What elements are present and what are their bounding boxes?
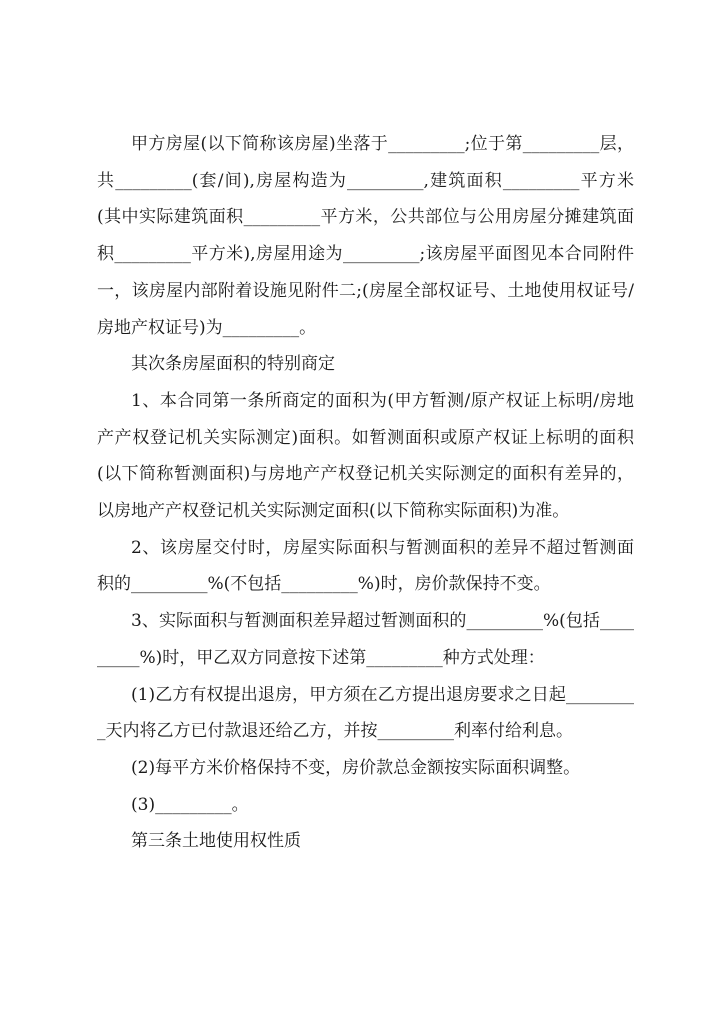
paragraph-option-2: (2)每平方米价格保持不变，房价款总金额按实际面积调整。 [131,757,581,778]
paragraph-property-location: 甲方房屋(以下简称该房屋)坐落于_________;位于第_________层，共_________(套/间),房屋构造为_________,建筑面积_________平方米(其中实际建筑面积_________平方米，公共部位与公用房屋分摊建筑面积_________平方米),房屋用途为_________;该房屋平面图见本合同附件一，该房屋内部附着设施见附件二;(房屋全部权证号、土地使用权证号/房地产权证号)为_________。 [97,134,634,338]
paragraph-clause-2: 2、该房屋交付时，房屋实际面积与暂测面积的差异不超过暂测面积的_________%(不包括_________%)时，房价款保持不变。 [97,537,634,595]
heading-article-2: 其次条房屋面积的特别商定 [131,354,335,375]
heading-article-3: 第三条土地使用权性质 [131,831,301,852]
paragraph-option-3: (3)_________。 [131,794,249,815]
paragraph-clause-1: 1、本合同第一条所商定的面积为(甲方暂测/原产权证上标明/房地产产权登记机关实际测定)面积。如暂测面积或原产权证上标明的面积(以下简称暂测面积)与房地产产权登记机关实际测定的面积有差异的，以房地产产权登记机关实际测定面积(以下简称实际面积)为准。 [97,390,634,522]
paragraph-clause-3: 3、实际面积与暂测面积差异超过暂测面积的_________%(包括_________%)时，甲乙双方同意按下述第_________种方式处理： [97,611,634,668]
paragraph-option-1: (1)乙方有权提出退房，甲方须在乙方提出退房要求之日起_________天内将乙方已付款退还给乙方，并按_________利率付给利息。 [97,684,634,742]
